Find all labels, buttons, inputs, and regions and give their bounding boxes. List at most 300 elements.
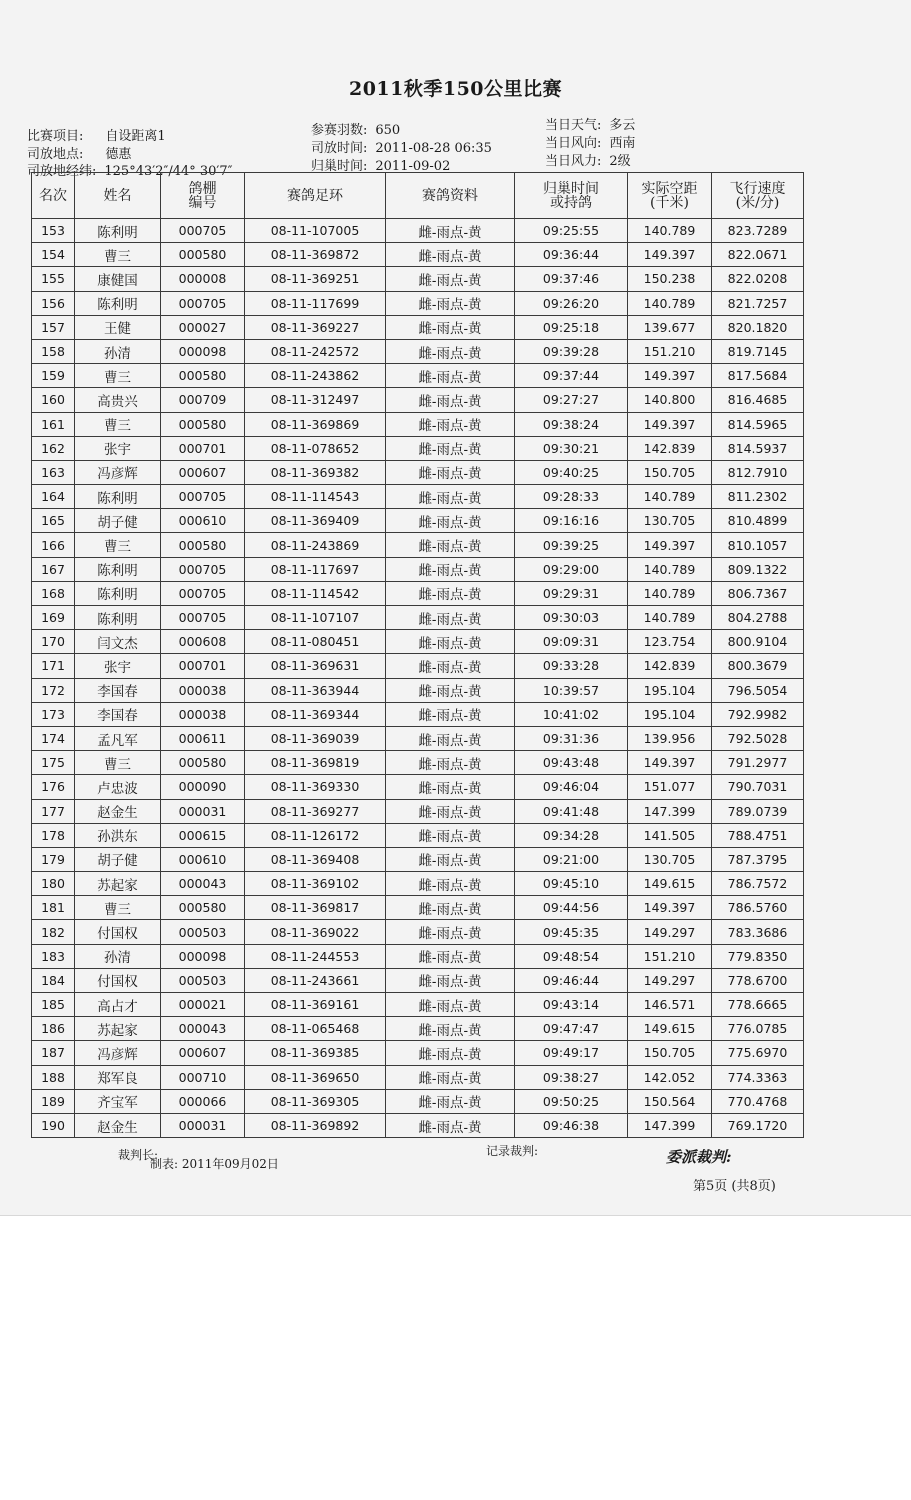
cell-ring: 08-11-363944 [245, 678, 386, 702]
cell-rank: 159 [32, 364, 75, 388]
cell-loft-no: 000611 [161, 726, 245, 750]
cell-speed: 800.3679 [712, 654, 804, 678]
cell-loft-no: 000580 [161, 533, 245, 557]
cell-ring: 08-11-369631 [245, 654, 386, 678]
cell-info: 雌-雨点-黄 [386, 291, 515, 315]
cell-ring: 08-11-369161 [245, 993, 386, 1017]
cell-ring: 08-11-369227 [245, 315, 386, 339]
cell-name: 付国权 [75, 920, 161, 944]
cell-name: 冯彦辉 [75, 1041, 161, 1065]
cell-distance: 149.397 [628, 533, 712, 557]
race-item-label: 比赛项目: [27, 129, 84, 144]
cell-distance: 150.705 [628, 460, 712, 484]
cell-arrival-time: 09:39:28 [515, 339, 628, 363]
cell-rank: 180 [32, 872, 75, 896]
cell-arrival-time: 09:34:28 [515, 823, 628, 847]
cell-loft-no: 000098 [161, 339, 245, 363]
table-row [32, 509, 804, 533]
cell-loft-no: 000043 [161, 1017, 245, 1041]
cell-rank: 184 [32, 968, 75, 992]
table-row [32, 412, 804, 436]
cell-distance: 140.789 [628, 557, 712, 581]
cell-info: 雌-雨点-黄 [386, 896, 515, 920]
cell-info: 雌-雨点-黄 [386, 219, 515, 243]
cell-rank: 167 [32, 557, 75, 581]
cell-ring: 08-11-369022 [245, 920, 386, 944]
cell-name: 苏起家 [75, 1017, 161, 1041]
cell-rank: 188 [32, 1065, 75, 1089]
cell-info: 雌-雨点-黄 [386, 364, 515, 388]
cell-ring: 08-11-369650 [245, 1065, 386, 1089]
cell-loft-no: 000031 [161, 1113, 245, 1137]
cell-arrival-time: 09:45:35 [515, 920, 628, 944]
cell-arrival-time: 09:30:21 [515, 436, 628, 460]
cell-info: 雌-雨点-黄 [386, 1089, 515, 1113]
cell-info: 雌-雨点-黄 [386, 267, 515, 291]
cell-distance: 140.789 [628, 485, 712, 509]
wind-direction [545, 135, 635, 152]
cell-speed: 811.2302 [712, 485, 804, 509]
cell-info: 雌-雨点-黄 [386, 412, 515, 436]
cell-speed: 806.7367 [712, 581, 804, 605]
cell-speed: 770.4768 [712, 1089, 804, 1113]
coords-label: 司放地经纬: [27, 164, 97, 179]
cell-ring: 08-11-369819 [245, 751, 386, 775]
cell-loft-no: 000705 [161, 557, 245, 581]
cell-loft-no: 000098 [161, 944, 245, 968]
cell-speed: 769.1720 [712, 1113, 804, 1137]
cell-rank: 170 [32, 630, 75, 654]
table-row [32, 291, 804, 315]
page-number: 第5页 (共8页) [693, 1179, 776, 1194]
cell-name: 孙清 [75, 944, 161, 968]
table-row [32, 581, 804, 605]
cell-arrival-time: 09:39:25 [515, 533, 628, 557]
cell-rank: 189 [32, 1089, 75, 1113]
return-time-label: 归巢时间: [311, 159, 368, 174]
cell-ring: 08-11-242572 [245, 339, 386, 363]
cell-loft-no: 000580 [161, 751, 245, 775]
cell-info: 雌-雨点-黄 [386, 533, 515, 557]
table-row [32, 1041, 804, 1065]
cell-arrival-time: 09:50:25 [515, 1089, 628, 1113]
cell-ring: 08-11-126172 [245, 823, 386, 847]
cell-name: 卢忠波 [75, 775, 161, 799]
cell-arrival-time: 09:16:16 [515, 509, 628, 533]
coords-value: 125°43′2″/44° 30′7″ [104, 164, 233, 179]
cell-name: 胡子健 [75, 509, 161, 533]
cell-distance: 149.297 [628, 920, 712, 944]
cell-distance: 140.800 [628, 388, 712, 412]
table-row [32, 630, 804, 654]
table-row [32, 1113, 804, 1137]
cell-rank: 190 [32, 1113, 75, 1137]
cell-rank: 166 [32, 533, 75, 557]
cell-distance: 142.052 [628, 1065, 712, 1089]
cell-distance: 130.705 [628, 847, 712, 871]
cell-ring: 08-11-243661 [245, 968, 386, 992]
cell-arrival-time: 09:43:14 [515, 993, 628, 1017]
cell-name: 齐宝军 [75, 1089, 161, 1113]
cell-distance: 146.571 [628, 993, 712, 1017]
cell-speed: 788.4751 [712, 823, 804, 847]
cell-arrival-time: 09:30:03 [515, 606, 628, 630]
cell-distance: 139.677 [628, 315, 712, 339]
cell-speed: 821.7257 [712, 291, 804, 315]
cell-distance: 150.238 [628, 267, 712, 291]
cell-arrival-time: 09:33:28 [515, 654, 628, 678]
cell-arrival-time: 09:27:27 [515, 388, 628, 412]
cell-distance: 195.104 [628, 702, 712, 726]
cell-loft-no: 000008 [161, 267, 245, 291]
wind-force-label: 当日风力: [545, 154, 602, 169]
cell-info: 雌-雨点-黄 [386, 1065, 515, 1089]
cell-name: 高贵兴 [75, 388, 161, 412]
cell-arrival-time: 09:46:04 [515, 775, 628, 799]
cell-arrival-time: 10:39:57 [515, 678, 628, 702]
release-time-value: 2011-08-28 06:35 [375, 141, 492, 156]
cell-loft-no: 000043 [161, 872, 245, 896]
cell-arrival-time: 09:49:17 [515, 1041, 628, 1065]
cell-info: 雌-雨点-黄 [386, 460, 515, 484]
cell-ring: 08-11-369385 [245, 1041, 386, 1065]
table-row [32, 751, 804, 775]
table-row [32, 726, 804, 750]
cell-info: 雌-雨点-黄 [386, 1017, 515, 1041]
cell-speed: 791.2977 [712, 751, 804, 775]
return-time-value: 2011-09-02 [375, 159, 451, 174]
cell-arrival-time: 09:29:31 [515, 581, 628, 605]
cell-rank: 154 [32, 243, 75, 267]
cell-name: 曹三 [75, 364, 161, 388]
cell-name: 冯彦辉 [75, 460, 161, 484]
table-row [32, 775, 804, 799]
cell-arrival-time: 09:36:44 [515, 243, 628, 267]
table-row [32, 654, 804, 678]
cell-distance: 149.397 [628, 364, 712, 388]
table-row [32, 920, 804, 944]
cell-rank: 176 [32, 775, 75, 799]
cell-speed: 812.7910 [712, 460, 804, 484]
race-item-value: 自设距离1 [105, 129, 166, 144]
table-row [32, 1017, 804, 1041]
cell-name: 曹三 [75, 243, 161, 267]
table-row [32, 388, 804, 412]
cell-name: 孟凡军 [75, 726, 161, 750]
wind-force-value: 2级 [609, 154, 631, 169]
cell-ring: 08-11-369382 [245, 460, 386, 484]
cell-name: 李国春 [75, 702, 161, 726]
cell-speed: 775.6970 [712, 1041, 804, 1065]
cell-info: 雌-雨点-黄 [386, 436, 515, 460]
table-row [32, 993, 804, 1017]
cell-rank: 177 [32, 799, 75, 823]
cell-rank: 155 [32, 267, 75, 291]
recorder-label: 记录裁判: [486, 1144, 539, 1158]
cell-info: 雌-雨点-黄 [386, 485, 515, 509]
cell-speed: 814.5937 [712, 436, 804, 460]
cell-distance: 151.210 [628, 339, 712, 363]
cell-distance: 151.077 [628, 775, 712, 799]
cell-speed: 814.5965 [712, 412, 804, 436]
cell-arrival-time: 09:44:56 [515, 896, 628, 920]
cell-name: 陈利明 [75, 557, 161, 581]
cell-arrival-time: 09:48:54 [515, 944, 628, 968]
table-row [32, 219, 804, 243]
cell-ring: 08-11-369330 [245, 775, 386, 799]
cell-name: 赵金生 [75, 1113, 161, 1137]
cell-name: 陈利明 [75, 581, 161, 605]
cell-ring: 08-11-243869 [245, 533, 386, 557]
cell-info: 雌-雨点-黄 [386, 1113, 515, 1137]
cell-name: 闫文杰 [75, 630, 161, 654]
cell-speed: 796.5054 [712, 678, 804, 702]
cell-arrival-time: 09:41:48 [515, 799, 628, 823]
cell-arrival-time: 09:28:33 [515, 485, 628, 509]
cell-name: 孙清 [75, 339, 161, 363]
cell-distance: 147.399 [628, 799, 712, 823]
cell-ring: 08-11-243862 [245, 364, 386, 388]
cell-speed: 790.7031 [712, 775, 804, 799]
cell-speed: 789.0739 [712, 799, 804, 823]
cell-distance: 140.789 [628, 606, 712, 630]
cell-speed: 820.1820 [712, 315, 804, 339]
cell-arrival-time: 09:31:36 [515, 726, 628, 750]
cell-distance: 141.505 [628, 823, 712, 847]
cell-rank: 168 [32, 581, 75, 605]
table-row [32, 339, 804, 363]
cell-rank: 174 [32, 726, 75, 750]
cell-arrival-time: 10:41:02 [515, 702, 628, 726]
cell-ring: 08-11-244553 [245, 944, 386, 968]
cell-info: 雌-雨点-黄 [386, 799, 515, 823]
race-item [27, 128, 166, 145]
release-time [311, 140, 492, 157]
cell-rank: 160 [32, 388, 75, 412]
cell-info: 雌-雨点-黄 [386, 509, 515, 533]
cell-distance: 149.615 [628, 872, 712, 896]
cell-info: 雌-雨点-黄 [386, 339, 515, 363]
page-title: 2011秋季150公里比赛 [348, 78, 563, 100]
cell-distance: 142.839 [628, 654, 712, 678]
cell-loft-no: 000066 [161, 1089, 245, 1113]
cell-ring: 08-11-369039 [245, 726, 386, 750]
cell-loft-no: 000580 [161, 412, 245, 436]
cell-speed: 774.3363 [712, 1065, 804, 1089]
cell-info: 雌-雨点-黄 [386, 654, 515, 678]
cell-arrival-time: 09:40:25 [515, 460, 628, 484]
cell-loft-no: 000503 [161, 920, 245, 944]
cell-ring: 08-11-369305 [245, 1089, 386, 1113]
cell-loft-no: 000610 [161, 847, 245, 871]
cell-distance: 150.705 [628, 1041, 712, 1065]
cell-loft-no: 000610 [161, 509, 245, 533]
cell-speed: 817.5684 [712, 364, 804, 388]
cell-name: 郑军良 [75, 1065, 161, 1089]
cell-loft-no: 000580 [161, 243, 245, 267]
wind-direction-value: 西南 [609, 136, 636, 151]
cell-distance: 123.754 [628, 630, 712, 654]
table-body [32, 219, 804, 1138]
cell-rank: 162 [32, 436, 75, 460]
col-header-info: 赛鸽资料 [386, 173, 515, 219]
table-row [32, 436, 804, 460]
cell-speed: 786.5760 [712, 896, 804, 920]
cell-arrival-time: 09:47:47 [515, 1017, 628, 1041]
cell-name: 赵金生 [75, 799, 161, 823]
cell-info: 雌-雨点-黄 [386, 581, 515, 605]
cell-speed: 822.0671 [712, 243, 804, 267]
cell-ring: 08-11-369408 [245, 847, 386, 871]
cell-info: 雌-雨点-黄 [386, 702, 515, 726]
wind-force [545, 153, 631, 170]
cell-ring: 08-11-369409 [245, 509, 386, 533]
table-row [32, 533, 804, 557]
cell-name: 苏起家 [75, 872, 161, 896]
cell-loft-no: 000710 [161, 1065, 245, 1089]
cell-loft-no: 000021 [161, 993, 245, 1017]
col-header-arrival: 归巢时间 或持鸽 [515, 173, 628, 219]
cell-speed: 823.7289 [712, 219, 804, 243]
cell-speed: 783.3686 [712, 920, 804, 944]
cell-ring: 08-11-312497 [245, 388, 386, 412]
cell-name: 孙洪东 [75, 823, 161, 847]
cell-ring: 08-11-114542 [245, 581, 386, 605]
cell-ring: 08-11-369872 [245, 243, 386, 267]
cell-loft-no: 000027 [161, 315, 245, 339]
col-header-loft-no: 鸽棚 编号 [161, 173, 245, 219]
cell-loft-no: 000705 [161, 485, 245, 509]
cell-ring: 08-11-369344 [245, 702, 386, 726]
cell-name: 陈利明 [75, 291, 161, 315]
cell-name: 曹三 [75, 533, 161, 557]
table-row [32, 557, 804, 581]
cell-name: 曹三 [75, 412, 161, 436]
cell-loft-no: 000580 [161, 364, 245, 388]
cell-name: 张宇 [75, 436, 161, 460]
cell-info: 雌-雨点-黄 [386, 606, 515, 630]
cell-ring: 08-11-369251 [245, 267, 386, 291]
cell-distance: 195.104 [628, 678, 712, 702]
cell-name: 曹三 [75, 896, 161, 920]
table-row [32, 678, 804, 702]
cell-rank: 157 [32, 315, 75, 339]
cell-rank: 187 [32, 1041, 75, 1065]
cell-ring: 08-11-369892 [245, 1113, 386, 1137]
cell-arrival-time: 09:38:27 [515, 1065, 628, 1089]
cell-loft-no: 000607 [161, 460, 245, 484]
cell-rank: 185 [32, 993, 75, 1017]
cell-name: 高占才 [75, 993, 161, 1017]
entries-label: 参赛羽数: [311, 123, 368, 138]
cell-ring: 08-11-369102 [245, 872, 386, 896]
release-place-value: 德惠 [105, 147, 132, 162]
cell-distance: 150.564 [628, 1089, 712, 1113]
col-header-speed: 飞行速度 (米/分) [712, 173, 804, 219]
cell-name: 王健 [75, 315, 161, 339]
release-place [27, 146, 131, 163]
cell-info: 雌-雨点-黄 [386, 775, 515, 799]
cell-info: 雌-雨点-黄 [386, 968, 515, 992]
cell-arrival-time: 09:25:18 [515, 315, 628, 339]
cell-rank: 172 [32, 678, 75, 702]
cell-info: 雌-雨点-黄 [386, 751, 515, 775]
cell-info: 雌-雨点-黄 [386, 847, 515, 871]
cell-rank: 178 [32, 823, 75, 847]
release-place-label: 司放地点: [27, 147, 84, 162]
chief-referee-label: 裁判长: [118, 1148, 159, 1162]
table-row [32, 944, 804, 968]
table-row [32, 896, 804, 920]
cell-rank: 153 [32, 219, 75, 243]
cell-info: 雌-雨点-黄 [386, 678, 515, 702]
cell-loft-no: 000090 [161, 775, 245, 799]
cell-loft-no: 000607 [161, 1041, 245, 1065]
table-row [32, 1089, 804, 1113]
cell-loft-no: 000503 [161, 968, 245, 992]
cell-loft-no: 000701 [161, 436, 245, 460]
table-row [32, 315, 804, 339]
cell-speed: 786.7572 [712, 872, 804, 896]
table-row [32, 872, 804, 896]
cell-rank: 161 [32, 412, 75, 436]
table-row [32, 364, 804, 388]
cell-info: 雌-雨点-黄 [386, 872, 515, 896]
cell-speed: 800.9104 [712, 630, 804, 654]
cell-speed: 822.0208 [712, 267, 804, 291]
weather-value: 多云 [609, 118, 636, 133]
cell-ring: 08-11-078652 [245, 436, 386, 460]
cell-arrival-time: 09:38:24 [515, 412, 628, 436]
cell-arrival-time: 09:43:48 [515, 751, 628, 775]
cell-distance: 139.956 [628, 726, 712, 750]
cell-info: 雌-雨点-黄 [386, 944, 515, 968]
cell-loft-no: 000038 [161, 702, 245, 726]
cell-name: 李国春 [75, 678, 161, 702]
cell-arrival-time: 09:29:00 [515, 557, 628, 581]
cell-name: 曹三 [75, 751, 161, 775]
table-row [32, 799, 804, 823]
cell-info: 雌-雨点-黄 [386, 920, 515, 944]
cell-speed: 787.3795 [712, 847, 804, 871]
cell-arrival-time: 09:37:46 [515, 267, 628, 291]
cell-rank: 158 [32, 339, 75, 363]
cell-loft-no: 000038 [161, 678, 245, 702]
cell-info: 雌-雨点-黄 [386, 388, 515, 412]
cell-loft-no: 000701 [161, 654, 245, 678]
cell-arrival-time: 09:25:55 [515, 219, 628, 243]
cell-rank: 182 [32, 920, 75, 944]
cell-arrival-time: 09:45:10 [515, 872, 628, 896]
cell-rank: 164 [32, 485, 75, 509]
table-row [32, 847, 804, 871]
release-time-label: 司放时间: [311, 141, 368, 156]
cell-info: 雌-雨点-黄 [386, 1041, 515, 1065]
cell-loft-no: 000709 [161, 388, 245, 412]
cell-arrival-time: 09:09:31 [515, 630, 628, 654]
cell-distance: 151.210 [628, 944, 712, 968]
cell-distance: 140.789 [628, 219, 712, 243]
wind-direction-label: 当日风向: [545, 136, 602, 151]
cell-rank: 183 [32, 944, 75, 968]
table-row [32, 485, 804, 509]
cell-name: 陈利明 [75, 219, 161, 243]
cell-arrival-time: 09:46:38 [515, 1113, 628, 1137]
cell-distance: 149.397 [628, 412, 712, 436]
appointed-referee-label: 委派裁判: [666, 1148, 732, 1166]
cell-distance: 149.615 [628, 1017, 712, 1041]
table-row [32, 606, 804, 630]
